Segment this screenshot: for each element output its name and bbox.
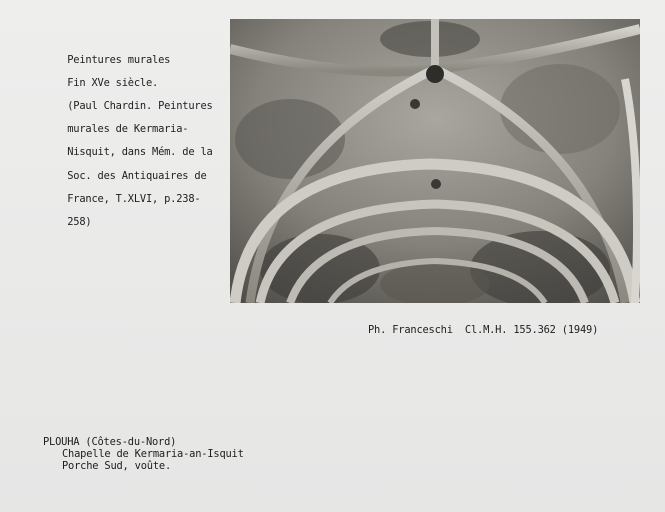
- vaulted-ceiling-photograph-icon: [230, 19, 640, 303]
- location-block: [43, 437, 244, 472]
- note-line-4: murales de Kermaria-: [67, 123, 189, 136]
- note-line-6: Soc. des Antiquaires de: [67, 169, 207, 182]
- note-line-1: Peintures murales: [67, 53, 171, 66]
- note-line-7: France, T.XLVI, p.238-: [67, 192, 201, 205]
- location-building: Chapelle de Kermaria-an-Isquit: [62, 447, 244, 460]
- note-line-3: (Paul Chardin. Peintures: [67, 99, 213, 112]
- note-line-2: Fin XVe siècle.: [67, 76, 159, 89]
- note-line-5: Nisquit, dans Mém. de la: [67, 146, 213, 159]
- location-part: Porche Sud, voûte.: [62, 459, 172, 472]
- note-line-8: 258): [67, 215, 92, 228]
- catalogue-reference: Cl.M.H. 155.362 (1949): [464, 324, 599, 336]
- photographer: Ph. Franceschi: [368, 324, 453, 336]
- vault-photograph: [230, 19, 640, 303]
- caption-note: [43, 43, 223, 240]
- location-town: PLOUHA (Côtes-du-Nord): [43, 436, 177, 448]
- photo-credit: [368, 324, 598, 336]
